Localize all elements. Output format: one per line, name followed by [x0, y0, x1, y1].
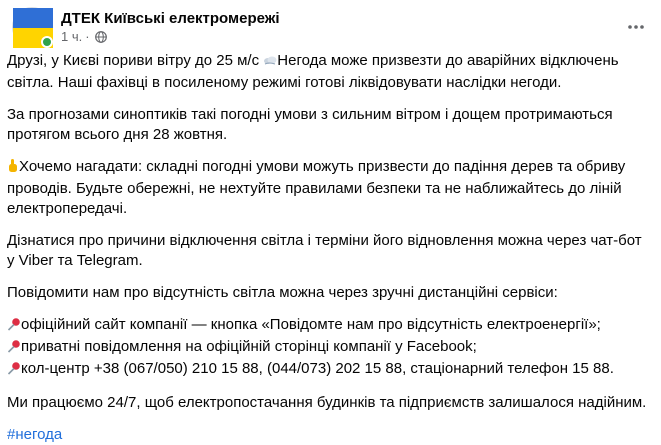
- meta-separator: ·: [85, 29, 90, 44]
- post-text: Повідомити нам про відсутність світла можна через зручні дистанційні сервіси:: [7, 284, 558, 301]
- bullet-text: приватні повідомлення на офіційній сторінці компанії у Facebook;: [21, 338, 477, 355]
- post-text: світла. Наші фахівці в посиленому режимі готові ліквідовувати наслідки негоди.: [7, 74, 562, 91]
- post-meta: [61, 29, 107, 44]
- bullet-text: кол-центр +38 (067/050) 210 15 88, (044/073) 202 15 88, стаціонарний телефон 15 88.: [21, 360, 614, 377]
- post-paragraph: [7, 231, 655, 271]
- post-text: протягом всього дня 28 жовтня.: [7, 126, 228, 143]
- more-options-button[interactable]: [624, 15, 648, 39]
- post-hashtags: [7, 425, 655, 445]
- globe-icon[interactable]: [95, 31, 107, 43]
- online-status-dot-icon: [41, 36, 53, 48]
- post-paragraph: [7, 105, 655, 145]
- post-paragraph: [7, 393, 655, 413]
- round-pushpin-icon: [7, 361, 21, 381]
- post-header: [12, 7, 652, 47]
- round-pushpin-icon: [7, 317, 21, 337]
- post-text: Хочемо нагадати: складні погодні умови можуть призвести до падіння дерев та обриву: [19, 158, 626, 175]
- post-bullet-list: [7, 315, 655, 381]
- post-text: За прогнозами синоптиків такі погодні умови з сильним вітром і дощем протримаються: [7, 106, 613, 123]
- post-text: проводів. Будьте обережні, не нехтуйте правилами безпеки та не наближайтесь до ліній: [7, 180, 622, 197]
- more-dots-icon: [627, 24, 645, 30]
- page-author-name[interactable]: ДТЕК Київські електромережі: [61, 10, 280, 27]
- post-text: Друзі, у Києві пориви вітру до 25 м/с: [7, 52, 264, 69]
- round-pushpin-icon: [7, 339, 21, 359]
- post-body: [7, 51, 655, 445]
- post-paragraph: [7, 283, 655, 303]
- wind-cloud-icon: [263, 53, 277, 73]
- pointing-finger-icon: [7, 158, 19, 179]
- bullet-text: офіційний сайт компанії — кнопка «Повідомте нам про відсутність електроенергії»;: [21, 316, 601, 333]
- post-text: Негода може призвезти до аварійних відключень: [277, 52, 619, 69]
- post-paragraph: [7, 157, 655, 219]
- post-text: Дізнатися про причини відключення світла і терміни його відновлення можна через чат-бот: [7, 232, 642, 249]
- post-text: у Viber та Telegram.: [7, 252, 143, 269]
- avatar[interactable]: [12, 7, 52, 47]
- post-paragraph: [7, 51, 655, 93]
- post-time[interactable]: 1 ч.: [61, 29, 83, 44]
- post-text: Ми працюємо 24/7, щоб електропостачання будинків та підприємств залишалося надійним.: [7, 394, 647, 411]
- post-text: електропередачі.: [7, 200, 128, 217]
- hashtag-link[interactable]: #негода: [7, 426, 63, 443]
